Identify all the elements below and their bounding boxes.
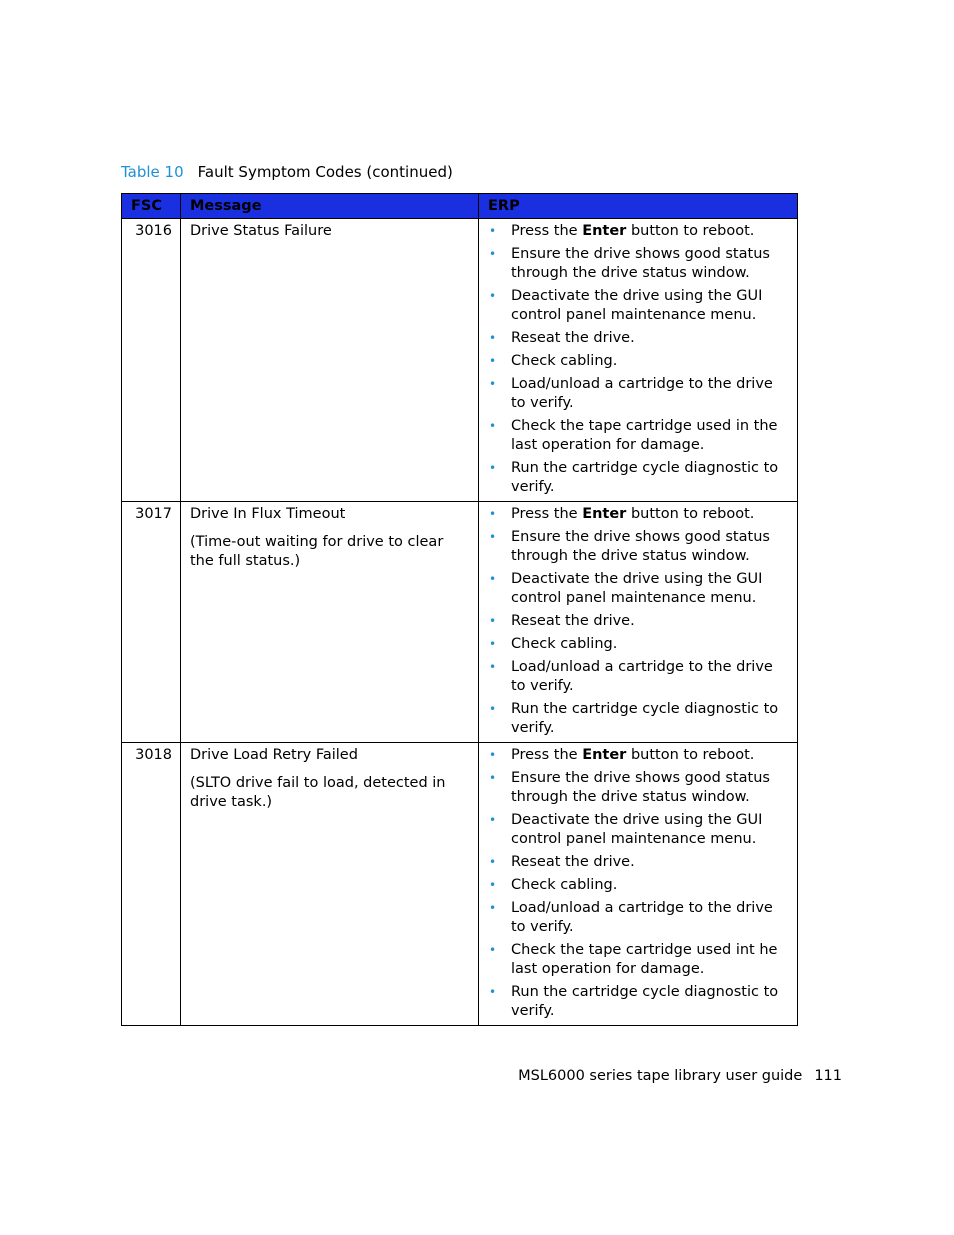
bullet-icon: • (489, 855, 497, 869)
erp-step-text: Check cabling. (511, 636, 618, 652)
bullet-icon: • (489, 289, 497, 303)
erp-step (488, 352, 789, 371)
bullet-icon: • (489, 771, 497, 785)
message-detail: (Time-out waiting for drive to clear the full status.) (190, 534, 444, 569)
erp-step (488, 612, 789, 631)
bullet-icon: • (489, 813, 497, 827)
erp-step-text: Check cabling. (511, 353, 618, 369)
erp-step (488, 746, 789, 765)
erp-step (488, 635, 789, 654)
header-fsc: FSC (122, 194, 181, 219)
page-number: 111 (814, 1068, 842, 1084)
erp-step-text: Run the cartridge cycle diagnostic to verify. (511, 460, 779, 495)
header-erp: ERP (479, 194, 798, 219)
erp-list (488, 746, 789, 1021)
fault-symptom-codes-table (121, 193, 798, 1026)
table-row (122, 219, 798, 502)
erp-step-text: Load/unload a cartridge to the drive to verify. (511, 659, 773, 694)
erp-step (488, 570, 789, 608)
erp-step-text: Press the (511, 223, 583, 239)
bullet-icon: • (489, 247, 497, 261)
erp-step-text: Check the tape cartridge used in the last operation for damage. (511, 418, 778, 453)
erp-step-text: Run the cartridge cycle diagnostic to verify. (511, 701, 779, 736)
erp-step-text: Check cabling. (511, 877, 618, 893)
erp-step (488, 853, 789, 872)
erp-step (488, 876, 789, 895)
erp-step-text: Run the cartridge cycle diagnostic to verify. (511, 984, 779, 1019)
erp-step-key: Enter (582, 747, 627, 763)
erp-step (488, 983, 789, 1021)
fsc-code: 3018 (122, 743, 181, 1026)
bullet-icon: • (489, 985, 497, 999)
message-detail: (SLTO drive fail to load, detected in drive task.) (190, 775, 446, 810)
erp-step (488, 899, 789, 937)
bullet-icon: • (489, 878, 497, 892)
table-title: Fault Symptom Codes (continued) (197, 163, 453, 181)
erp-list (488, 222, 789, 497)
bullet-icon: • (489, 702, 497, 716)
bullet-icon: • (489, 660, 497, 674)
erp-step-key: Enter (582, 506, 627, 522)
erp-step (488, 528, 789, 566)
table-row (122, 502, 798, 743)
erp-step (488, 505, 789, 524)
table-number: Table 10 (121, 163, 184, 181)
message-text: Drive Load Retry Failed (190, 747, 358, 763)
erp-step-text: Reseat the drive. (511, 613, 635, 629)
bullet-icon: • (489, 572, 497, 586)
bullet-icon: • (489, 224, 497, 238)
erp-cell (479, 219, 798, 502)
erp-step (488, 245, 789, 283)
erp-step (488, 222, 789, 241)
erp-step-key: Enter (582, 223, 627, 239)
erp-step-text: Deactivate the drive using the GUI control panel maintenance menu. (511, 288, 763, 323)
erp-step-text: Ensure the drive shows good status through the drive status window. (511, 246, 770, 281)
message-cell (181, 743, 479, 1026)
erp-step (488, 769, 789, 807)
erp-step-text: Ensure the drive shows good status through the drive status window. (511, 770, 770, 805)
erp-list (488, 505, 789, 738)
fsc-code: 3017 (122, 502, 181, 743)
table-row (122, 743, 798, 1026)
guide-title: MSL6000 series tape library user guide (518, 1068, 803, 1084)
erp-step (488, 811, 789, 849)
erp-step-text: Deactivate the drive using the GUI control panel maintenance menu. (511, 571, 763, 606)
erp-step-text: Load/unload a cartridge to the drive to verify. (511, 900, 773, 935)
erp-step-text: Reseat the drive. (511, 330, 635, 346)
page-footer (518, 1066, 842, 1086)
erp-step-text-end: button to reboot. (626, 506, 755, 522)
erp-step-text: Check the tape cartridge used int he last operation for damage. (511, 942, 778, 977)
table-caption (121, 162, 453, 182)
erp-step (488, 417, 789, 455)
erp-cell (479, 502, 798, 743)
erp-step (488, 941, 789, 979)
bullet-icon: • (489, 614, 497, 628)
table-header-row (122, 194, 798, 219)
message-text: Drive Status Failure (190, 223, 332, 239)
erp-step-text-end: button to reboot. (626, 223, 755, 239)
bullet-icon: • (489, 943, 497, 957)
bullet-icon: • (489, 530, 497, 544)
header-message: Message (181, 194, 479, 219)
erp-step-text-end: button to reboot. (626, 747, 755, 763)
bullet-icon: • (489, 748, 497, 762)
bullet-icon: • (489, 637, 497, 651)
erp-step (488, 375, 789, 413)
erp-step (488, 700, 789, 738)
bullet-icon: • (489, 901, 497, 915)
message-text: Drive In Flux Timeout (190, 506, 346, 522)
erp-step (488, 658, 789, 696)
erp-step-text: Press the (511, 506, 583, 522)
fsc-code: 3016 (122, 219, 181, 502)
message-cell (181, 502, 479, 743)
erp-step (488, 459, 789, 497)
bullet-icon: • (489, 354, 497, 368)
bullet-icon: • (489, 419, 497, 433)
bullet-icon: • (489, 507, 497, 521)
message-cell (181, 219, 479, 502)
erp-step-text: Press the (511, 747, 583, 763)
erp-step-text: Load/unload a cartridge to the drive to verify. (511, 376, 773, 411)
erp-step-text: Deactivate the drive using the GUI control panel maintenance menu. (511, 812, 763, 847)
erp-step (488, 329, 789, 348)
erp-step-text: Ensure the drive shows good status through the drive status window. (511, 529, 770, 564)
erp-step (488, 287, 789, 325)
bullet-icon: • (489, 377, 497, 391)
erp-cell (479, 743, 798, 1026)
bullet-icon: • (489, 461, 497, 475)
bullet-icon: • (489, 331, 497, 345)
erp-step-text: Reseat the drive. (511, 854, 635, 870)
